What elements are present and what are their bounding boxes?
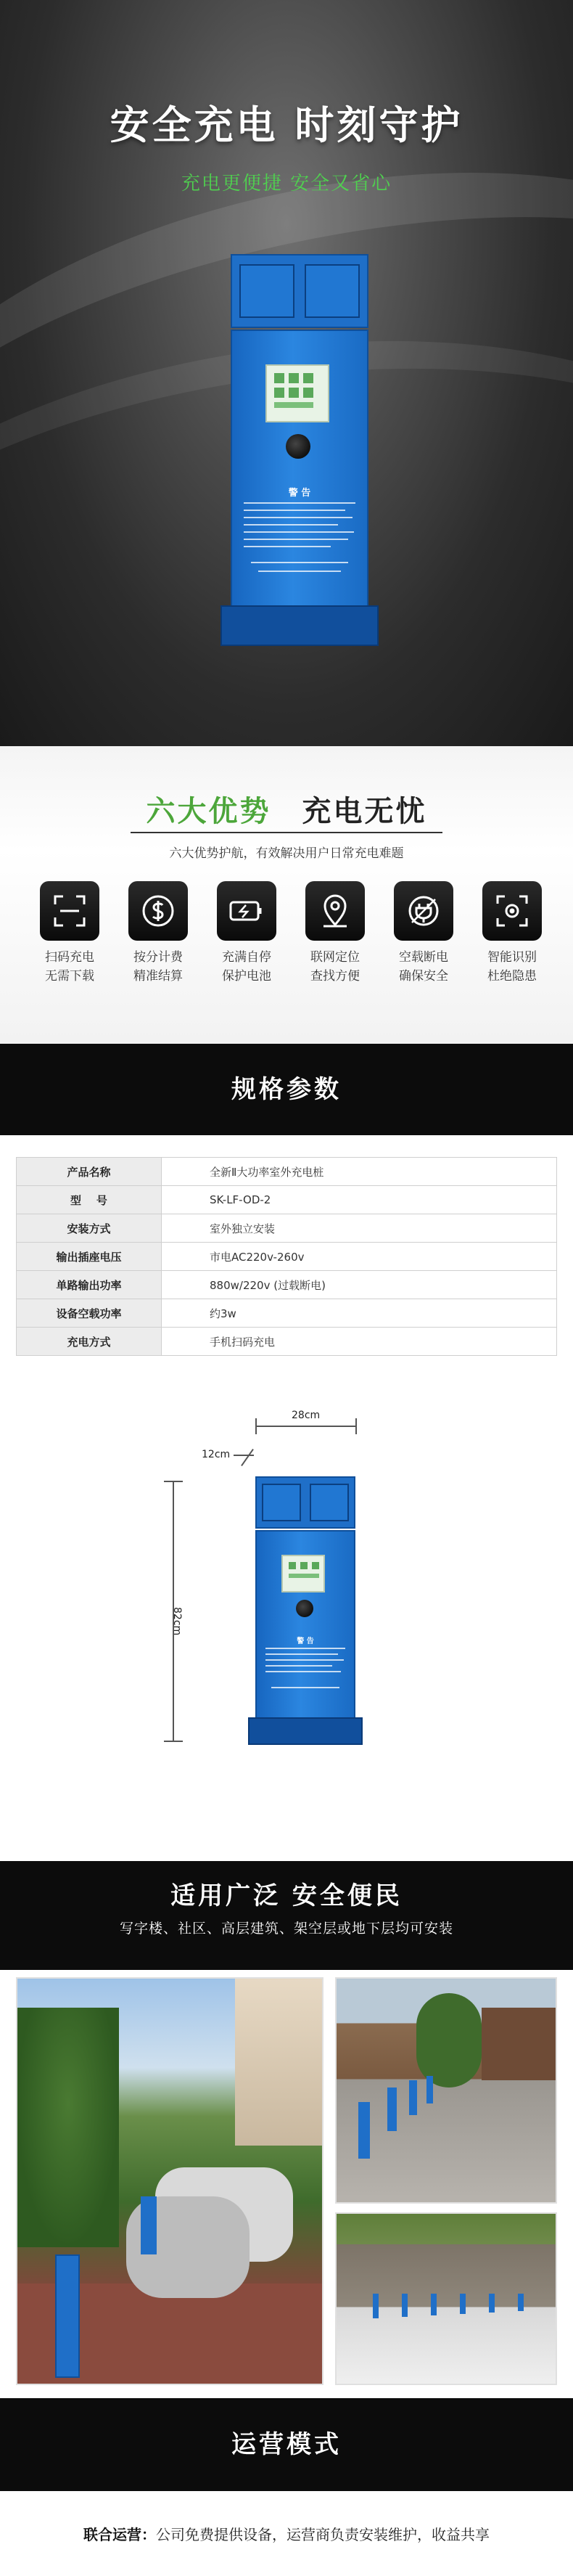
post-emergency-knob	[296, 1600, 313, 1617]
post-notice-title: 警 告	[297, 1637, 314, 1645]
spec-label: 安装方式	[17, 1214, 162, 1243]
advantages-divider	[131, 832, 442, 833]
post-notice-line	[265, 1665, 332, 1667]
spec-value: 手机扫码充电	[162, 1328, 557, 1356]
width-label: 28cm	[292, 1410, 321, 1421]
installation-photo-walkway	[335, 1977, 557, 2204]
charging-post-diagram	[255, 1476, 355, 1745]
post-door-left	[262, 1484, 301, 1521]
advantages-title	[0, 788, 573, 830]
post-notice-line	[244, 517, 353, 518]
hero-banner	[0, 0, 573, 746]
depth-dimension-line	[234, 1455, 254, 1456]
post-notice-line	[258, 571, 341, 572]
table-row	[17, 1271, 557, 1299]
spec-value: 880w/220v (过载断电)	[162, 1271, 557, 1299]
advantage-item	[33, 881, 106, 986]
operation-heading-band	[0, 2398, 573, 2491]
spec-label: 单路输出功率	[17, 1271, 162, 1299]
advantage-label: 按分计费	[133, 950, 183, 965]
spec-label: 输出插座电压	[17, 1243, 162, 1271]
spec-label: 设备空载功率	[17, 1299, 162, 1328]
operation-text: 公司免费提供设备，运营商负责安装维护，收益共享	[156, 2526, 490, 2543]
spec-value: 全新Ⅱ大功率室外充电桩	[162, 1158, 557, 1186]
advantage-item	[387, 881, 460, 986]
hero-title: 安全充电 时刻守护	[110, 102, 463, 148]
advantage-item	[122, 881, 194, 986]
advantage-label: 空载断电	[399, 950, 448, 965]
installation-photo-wall	[335, 2212, 557, 2385]
table-row	[17, 1328, 557, 1356]
dollar-icon	[128, 881, 188, 941]
width-tick-left	[255, 1418, 257, 1434]
post-notice-line	[265, 1671, 341, 1672]
advantages-title-dark: 充电无忧	[302, 795, 427, 828]
post-door-right	[310, 1484, 349, 1521]
table-row	[17, 1158, 557, 1186]
specs-heading: 规格参数	[231, 1075, 342, 1104]
specs-section	[0, 1135, 573, 1861]
specs-heading-band	[0, 1044, 573, 1135]
application-heading-band	[0, 1861, 573, 1970]
spec-value: 市电AC220v-260v	[162, 1243, 557, 1271]
post-notice-line	[244, 539, 348, 540]
post-notice-line	[271, 1687, 339, 1688]
post-notice-line	[244, 510, 345, 511]
post-notice-line	[265, 1653, 338, 1655]
advantage-item	[299, 881, 371, 986]
post-notice-line	[251, 562, 348, 563]
operation-description	[0, 2491, 573, 2569]
advantage-item	[476, 881, 548, 986]
post-notice-title: 警 告	[288, 488, 311, 499]
spec-table	[16, 1157, 557, 1356]
table-row	[17, 1186, 557, 1214]
face-recognition-icon	[482, 881, 542, 941]
depth-tick	[241, 1449, 254, 1466]
installation-photos	[0, 1970, 573, 2398]
installation-photo-street	[16, 1977, 323, 2385]
advantages-subtitle: 六大优势护航，有效解决用户日常充电难题	[169, 846, 404, 861]
advantage-label: 充满自停	[222, 950, 271, 965]
width-tick-right	[355, 1418, 357, 1434]
advantage-label: 精准结算	[133, 969, 183, 984]
post-notice-line	[244, 524, 338, 526]
advantage-label: 查找方便	[310, 969, 360, 984]
depth-label: 12cm	[202, 1449, 231, 1460]
post-notice-line	[244, 546, 331, 547]
application-subtitle: 写字楼、社区、高层建筑、架空层或地下层均可安装	[119, 1921, 453, 1937]
post-notice-line	[265, 1648, 345, 1649]
post-notice-line	[244, 531, 354, 533]
table-row	[17, 1214, 557, 1243]
post-base	[248, 1717, 363, 1745]
post-qr-panel	[265, 364, 329, 422]
spec-value: SK-LF-OD-2	[162, 1186, 557, 1214]
scan-icon	[40, 881, 99, 941]
advantages-title-green: 六大优势	[146, 795, 271, 828]
height-label: 82cm	[171, 1607, 183, 1636]
height-tick-bottom	[164, 1741, 183, 1742]
spec-value: 约3w	[162, 1299, 557, 1328]
post-qr-panel	[281, 1555, 325, 1592]
operation-label: 联合运营：	[83, 2526, 156, 2543]
post-notice-line	[244, 502, 355, 504]
post-emergency-knob	[286, 434, 310, 459]
post-door-left	[239, 264, 294, 318]
battery-icon	[217, 881, 276, 941]
advantages-section	[0, 746, 573, 1044]
post-base	[220, 605, 379, 646]
spec-label: 产品名称	[17, 1158, 162, 1186]
advantage-label: 杜绝隐患	[487, 969, 537, 984]
advantage-label: 保护电池	[222, 969, 271, 984]
location-pin-icon	[305, 881, 365, 941]
operation-heading: 运营模式	[231, 2430, 342, 2459]
advantage-label: 无需下载	[45, 969, 94, 984]
advantage-label: 确保安全	[399, 969, 448, 984]
table-row	[17, 1299, 557, 1328]
advantage-item	[210, 881, 283, 986]
plug-icon	[394, 881, 453, 941]
advantage-label: 扫码充电	[45, 950, 94, 965]
table-row	[17, 1243, 557, 1271]
post-door-right	[305, 264, 360, 318]
charging-post-image	[231, 254, 368, 646]
height-tick-top	[164, 1481, 183, 1482]
post-notice-line	[265, 1659, 344, 1661]
hero-subtitle: 充电更便捷 安全又省心	[181, 173, 392, 195]
application-title: 适用广泛 安全便民	[170, 1881, 403, 1910]
spec-label: 型 号	[17, 1186, 162, 1214]
advantage-label: 联网定位	[310, 950, 360, 965]
spec-value: 室外独立安装	[162, 1214, 557, 1243]
advantage-label: 智能识别	[487, 950, 537, 965]
width-dimension-line	[255, 1426, 357, 1427]
spec-label: 充电方式	[17, 1328, 162, 1356]
